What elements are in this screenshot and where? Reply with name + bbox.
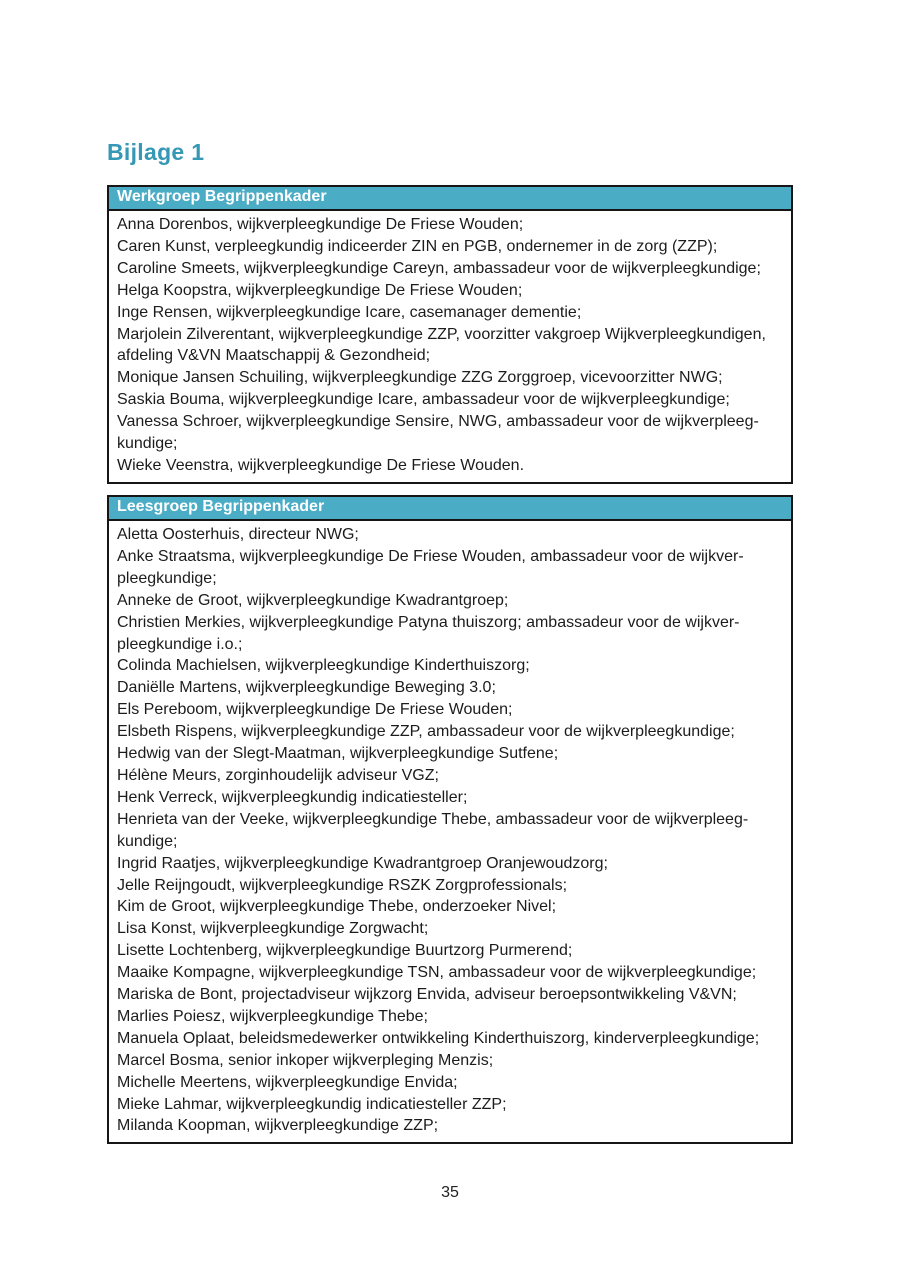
page-number: 35: [441, 1184, 459, 1201]
table-row: Mariska de Bont, projectadviseur wijkzorg Envida, adviseur beroepsontwikkeling V&VN;: [117, 986, 737, 1004]
table-row: Lisette Lochtenberg, wijkverpleegkundige Buurtzorg Purmerend;: [117, 942, 573, 960]
table-row: Anna Dorenbos, wijkverpleegkundige De Friese Wouden;: [117, 216, 524, 233]
table-row: Anke Straatsma, wijkverpleegkundige De Friese Wouden, ambassadeur voor de wijkverpleegkundige;: [117, 547, 744, 587]
table-row: Marcel Bosma, senior inkoper wijkverpleging Menzis;: [117, 1051, 494, 1069]
leesgroep-table: [107, 495, 793, 1144]
table-row: Helga Koopstra, wijkverpleegkundige De Friese Wouden;: [117, 281, 523, 299]
table-row: Elsbeth Rispens, wijkverpleegkundige ZZP, ambassadeur voor de wijkverpleegkundige;: [117, 723, 735, 741]
table-row: Wieke Veenstra, wijkverpleegkundige De Friese Wouden.: [117, 456, 525, 474]
table-row: Colinda Machielsen, wijkverpleegkundige Kinderthuiszorg;: [117, 657, 530, 675]
table-row: Vanessa Schroer, wijkverpleegkundige Sensire, NWG, ambassadeur voor de wijkverpleegkundige;: [117, 413, 759, 453]
table-row: Caroline Smeets, wijkverpleegkundige Careyn, ambassadeur voor de wijkverpleegkundige;: [117, 259, 761, 277]
table-row: Milanda Koopman, wijkverpleegkundige ZZP;: [117, 1117, 439, 1135]
table-row: Daniëlle Martens, wijkverpleegkundige Beweging 3.0;: [117, 679, 496, 697]
leesgroep-table-header: Leesgroep Begrippenkader: [109, 497, 791, 521]
table-row: Christien Merkies, wijkverpleegkundige Patyna thuiszorg; ambassadeur voor de wijkverpleegkundige i.o.;: [117, 613, 740, 653]
leesgroep-table-body: [109, 521, 791, 1142]
table-row: Saskia Bouma, wijkverpleegkundige Icare, ambassadeur voor de wijkverpleegkundige;: [117, 391, 730, 409]
werkgroep-table: [107, 185, 793, 484]
table-row: Marlies Poiesz, wijkverpleegkundige Thebe;: [117, 1007, 428, 1025]
table-row: Marjolein Zilverentant, wijkverpleegkundige ZZP, voorzitter vakgroep Wijkverpleegkundigen, afdeling V&VN Maatschappij & Gezondheid;: [117, 325, 766, 365]
table-row: Inge Rensen, wijkverpleegkundige Icare, casemanager dementie;: [117, 303, 582, 321]
table-row: Ingrid Raatjes, wijkverpleegkundige Kwadrantgroep Oranjewoudzorg;: [117, 854, 608, 872]
table-row: Jelle Reijngoudt, wijkverpleegkundige RSZK Zorgprofessionals;: [117, 876, 568, 894]
table-row: Mieke Lahmar, wijkverpleegkundig indicatiesteller ZZP;: [117, 1095, 507, 1113]
table-row: Caren Kunst, verpleegkundig indiceerder ZIN en PGB, ondernemer in de zorg (ZZP);: [117, 237, 718, 255]
table-row: Els Pereboom, wijkverpleegkundige De Friese Wouden;: [117, 701, 513, 719]
table-row: Hélène Meurs, zorginhoudelijk adviseur VGZ;: [117, 766, 439, 784]
page-title: Bijlage 1: [107, 139, 205, 165]
table-row: Kim de Groot, wijkverpleegkundige Thebe, onderzoeker Nivel;: [117, 898, 557, 916]
werkgroep-table-body: [109, 211, 791, 482]
table-row: Anneke de Groot, wijkverpleegkundige Kwadrantgroep;: [117, 591, 509, 609]
table-row: Michelle Meertens, wijkverpleegkundige Envida;: [117, 1073, 458, 1091]
table-row: Monique Jansen Schuiling, wijkverpleegkundige ZZG Zorggroep, vicevoorzitter NWG;: [117, 369, 723, 387]
table-row: Manuela Oplaat, beleidsmedewerker ontwikkeling Kinderthuiszorg, kinderverpleegkundige;: [117, 1029, 760, 1047]
table-row: Hedwig van der Slegt-Maatman, wijkverpleegkundige Sutfene;: [117, 745, 559, 763]
table-row: Maaike Kompagne, wijkverpleegkundige TSN, ambassadeur voor de wijkverpleegkundige;: [117, 964, 757, 982]
table-row: Lisa Konst, wijkverpleegkundige Zorgwacht;: [117, 920, 429, 938]
table-row: Henk Verreck, wijkverpleegkundig indicatiesteller;: [117, 788, 468, 806]
table-row: Aletta Oosterhuis, directeur NWG;: [117, 526, 359, 543]
werkgroep-table-header: Werkgroep Begrippenkader: [109, 187, 791, 211]
table-row: Henrieta van der Veeke, wijkverpleegkundige Thebe, ambassadeur voor de wijkverpleegkundige;: [117, 810, 749, 850]
